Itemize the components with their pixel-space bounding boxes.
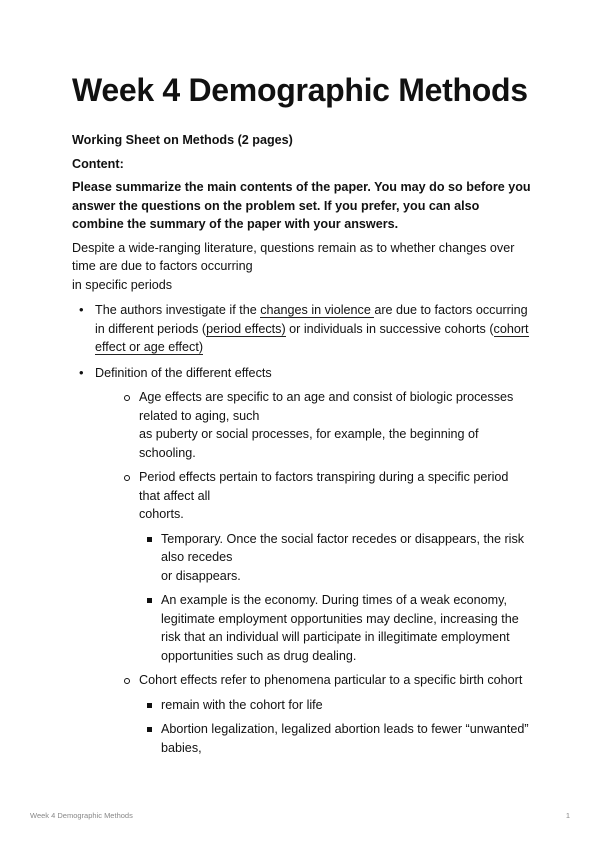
period-effect-line2: cohorts. bbox=[139, 507, 184, 521]
period-effect-line1: Period effects pertain to factors transpiring during a specific period that affect all bbox=[139, 470, 509, 503]
list-item-age-effect bbox=[95, 388, 532, 462]
cohort-effect-text: Cohort effects refer to phenomena particular to a specific birth cohort bbox=[139, 673, 523, 687]
age-effect-line1: Age effects are specific to an age and consist of biologic processes related to aging, such bbox=[139, 390, 514, 423]
instruction-text: Please summarize the main contents of the paper. You may do so before you answer the questions on the problem set. If you prefer, you can also combine the summary of the paper with your answers. bbox=[72, 180, 531, 231]
intro-text-line1: Despite a wide-ranging literature, questions remain as to whether changes over time are due to factors occurring bbox=[72, 240, 515, 273]
list-item bbox=[72, 364, 532, 758]
cohort-effect-sublist bbox=[95, 696, 532, 758]
period-effects-link[interactable]: period effects) bbox=[206, 321, 286, 336]
list-item bbox=[95, 696, 532, 715]
list-item bbox=[72, 301, 532, 357]
content-label: Content: bbox=[72, 156, 124, 171]
page-number: 1 bbox=[565, 811, 570, 820]
cohort-sub2-text: Abortion legalization, legalized abortion leads to fewer “unwanted” babies, bbox=[161, 722, 529, 755]
period-effect-sublist bbox=[95, 530, 532, 666]
bullet1-text-mid2: or individuals in successive cohorts ( bbox=[285, 321, 494, 336]
footer-title: Week 4 Demographic Methods bbox=[30, 811, 133, 820]
list-item bbox=[95, 530, 532, 586]
changes-in-violence-link[interactable]: changes in violence bbox=[260, 303, 375, 317]
page-footer bbox=[30, 811, 570, 820]
bullet2-text: Definition of the different effects bbox=[95, 365, 272, 380]
list-item bbox=[95, 720, 532, 757]
page-title: Week 4 Demographic Methods bbox=[72, 72, 528, 108]
age-effect-line2: as puberty or social processes, for example, the beginning of schooling. bbox=[139, 427, 479, 460]
document-body bbox=[72, 131, 532, 757]
period-sub2-text: An example is the economy. During times of a weak economy, legitimate employment opportunities may decline, increasing the risk that an individual will participate in illegitimate employment opportunities such as drug dealing. bbox=[161, 593, 519, 663]
main-bullet-list bbox=[72, 301, 532, 757]
period-sub1-line2: or disappears. bbox=[161, 568, 241, 583]
list-item bbox=[95, 591, 532, 665]
effects-sublist bbox=[95, 388, 532, 757]
list-item-period-effect bbox=[95, 468, 532, 665]
cohort-effect-link[interactable]: cohort effect or age effect) bbox=[95, 321, 529, 354]
bullet1-text-mid1: are due to factors occurring in different periods ( bbox=[95, 303, 528, 336]
intro-text-line2: in specific periods bbox=[72, 277, 173, 292]
cohort-sub1-text: remain with the cohort for life bbox=[161, 697, 323, 712]
period-sub1-line1: Temporary. Once the social factor recedes or disappears, the risk also recedes bbox=[161, 531, 525, 564]
subtitle: Working Sheet on Methods (2 pages) bbox=[72, 133, 293, 147]
bullet1-text-pre: The authors investigate if the bbox=[95, 303, 261, 317]
list-item-cohort-effect bbox=[95, 671, 532, 757]
